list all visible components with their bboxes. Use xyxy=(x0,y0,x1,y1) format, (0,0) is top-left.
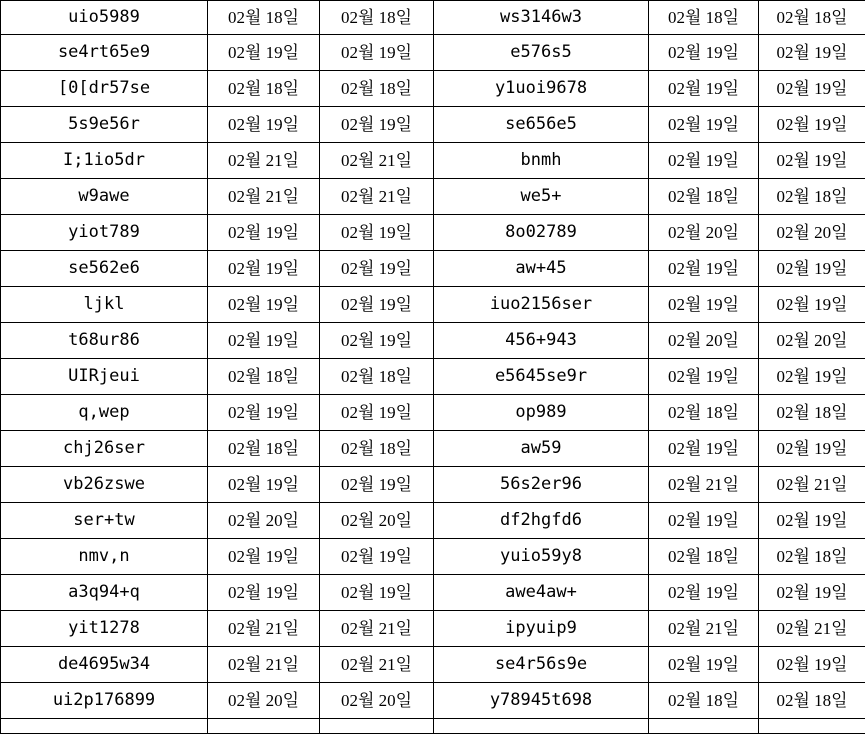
cell-date_c[interactable]: 02월 19일 xyxy=(649,35,759,71)
cell-date_a[interactable]: 02월 19일 xyxy=(208,539,320,575)
table-row[interactable] xyxy=(1,71,865,107)
table-row[interactable] xyxy=(1,539,865,575)
cell-date_d[interactable]: 02월 19일 xyxy=(759,647,865,683)
cell-date_a[interactable]: 02월 19일 xyxy=(208,395,320,431)
cell-date_c[interactable]: 02월 20일 xyxy=(649,323,759,359)
cell-date_c[interactable]: 02월 19일 xyxy=(649,647,759,683)
cell-code_left[interactable]: ui2p176899 xyxy=(1,683,208,719)
cell-code_left[interactable]: chj26ser xyxy=(1,431,208,467)
cell-date_a[interactable]: 02월 19일 xyxy=(208,107,320,143)
cell-date_d[interactable]: 02월 19일 xyxy=(759,143,865,179)
cell-date_c[interactable]: 02월 19일 xyxy=(649,71,759,107)
table-body xyxy=(1,1,865,734)
cell-code_left[interactable]: yiot789 xyxy=(1,215,208,251)
cell-code_left[interactable]: se4rt65e9 xyxy=(1,35,208,71)
cell-code_right[interactable] xyxy=(434,719,649,734)
cell-date_d[interactable]: 02월 18일 xyxy=(759,179,865,215)
table-row[interactable] xyxy=(1,683,865,719)
cell-date_d[interactable] xyxy=(759,719,865,734)
table-row[interactable] xyxy=(1,35,865,71)
cell-date_b[interactable]: 02월 20일 xyxy=(320,503,434,539)
cell-date_d[interactable]: 02월 20일 xyxy=(759,323,865,359)
cell-date_d[interactable]: 02월 19일 xyxy=(759,287,865,323)
cell-date_a[interactable]: 02월 21일 xyxy=(208,647,320,683)
cell-date_c[interactable]: 02월 19일 xyxy=(649,503,759,539)
cell-date_c[interactable] xyxy=(649,719,759,734)
cell-code_left[interactable] xyxy=(1,719,208,734)
cell-date_b[interactable]: 02월 19일 xyxy=(320,395,434,431)
cell-date_b[interactable]: 02월 19일 xyxy=(320,287,434,323)
cell-date_c[interactable]: 02월 18일 xyxy=(649,539,759,575)
cell-date_b[interactable]: 02월 19일 xyxy=(320,107,434,143)
cell-date_b[interactable]: 02월 19일 xyxy=(320,575,434,611)
cell-code_left[interactable]: ser+tw xyxy=(1,503,208,539)
table-row[interactable] xyxy=(1,467,865,503)
cell-code_right[interactable]: e576s5 xyxy=(434,35,649,71)
cell-date_b[interactable]: 02월 18일 xyxy=(320,359,434,395)
cell-date_c[interactable]: 02월 21일 xyxy=(649,467,759,503)
cell-code_right[interactable]: df2hgfd6 xyxy=(434,503,649,539)
cell-code_right[interactable]: y78945t698 xyxy=(434,683,649,719)
cell-date_c[interactable]: 02월 19일 xyxy=(649,251,759,287)
table-row[interactable] xyxy=(1,215,865,251)
table-row[interactable] xyxy=(1,647,865,683)
cell-date_a[interactable]: 02월 19일 xyxy=(208,35,320,71)
cell-date_b[interactable]: 02월 19일 xyxy=(320,467,434,503)
cell-date_b[interactable]: 02월 19일 xyxy=(320,251,434,287)
cell-code_right[interactable]: iuo2156ser xyxy=(434,287,649,323)
cell-date_a[interactable]: 02월 21일 xyxy=(208,143,320,179)
cell-date_c[interactable]: 02월 20일 xyxy=(649,215,759,251)
table-row[interactable] xyxy=(1,395,865,431)
cell-date_a[interactable]: 02월 21일 xyxy=(208,611,320,647)
cell-code_left[interactable]: 5s9e56r xyxy=(1,107,208,143)
cell-date_a[interactable]: 02월 19일 xyxy=(208,575,320,611)
table-row[interactable] xyxy=(1,1,865,35)
cell-code_left[interactable]: yit1278 xyxy=(1,611,208,647)
cell-code_left[interactable]: w9awe xyxy=(1,179,208,215)
cell-code_left[interactable]: ljkl xyxy=(1,287,208,323)
table-row[interactable] xyxy=(1,107,865,143)
cell-date_d[interactable]: 02월 19일 xyxy=(759,575,865,611)
cell-date_a[interactable]: 02월 19일 xyxy=(208,251,320,287)
cell-code_right[interactable]: awe4aw+ xyxy=(434,575,649,611)
cell-code_right[interactable]: se4r56s9e xyxy=(434,647,649,683)
cell-date_d[interactable]: 02월 19일 xyxy=(759,503,865,539)
cell-code_left[interactable]: nmv,n xyxy=(1,539,208,575)
cell-date_a[interactable]: 02월 18일 xyxy=(208,1,320,35)
cell-code_right[interactable]: op989 xyxy=(434,395,649,431)
cell-date_d[interactable]: 02월 21일 xyxy=(759,467,865,503)
cell-code_right[interactable]: y1uoi9678 xyxy=(434,71,649,107)
table-row[interactable] xyxy=(1,359,865,395)
cell-date_b[interactable]: 02월 20일 xyxy=(320,683,434,719)
cell-date_b[interactable]: 02월 21일 xyxy=(320,647,434,683)
cell-code_right[interactable]: se656e5 xyxy=(434,107,649,143)
cell-date_b[interactable]: 02월 21일 xyxy=(320,611,434,647)
cell-date_d[interactable]: 02월 18일 xyxy=(759,395,865,431)
cell-date_b[interactable]: 02월 18일 xyxy=(320,71,434,107)
cell-date_c[interactable]: 02월 19일 xyxy=(649,431,759,467)
cell-date_d[interactable]: 02월 18일 xyxy=(759,1,865,35)
cell-date_a[interactable]: 02월 19일 xyxy=(208,323,320,359)
cell-date_c[interactable]: 02월 19일 xyxy=(649,107,759,143)
cell-date_a[interactable]: 02월 20일 xyxy=(208,503,320,539)
cell-code_right[interactable]: aw59 xyxy=(434,431,649,467)
cell-date_c[interactable]: 02월 18일 xyxy=(649,683,759,719)
cell-code_left[interactable]: a3q94+q xyxy=(1,575,208,611)
cell-code_left[interactable]: [0[dr57se xyxy=(1,71,208,107)
cell-date_d[interactable]: 02월 19일 xyxy=(759,359,865,395)
cell-code_right[interactable]: we5+ xyxy=(434,179,649,215)
cell-date_a[interactable] xyxy=(208,719,320,734)
cell-date_b[interactable]: 02월 19일 xyxy=(320,539,434,575)
cell-date_a[interactable]: 02월 18일 xyxy=(208,431,320,467)
cell-date_b[interactable]: 02월 21일 xyxy=(320,179,434,215)
cell-date_c[interactable]: 02월 19일 xyxy=(649,359,759,395)
table-row[interactable] xyxy=(1,719,865,734)
cell-date_c[interactable]: 02월 21일 xyxy=(649,611,759,647)
cell-code_right[interactable]: ipyuip9 xyxy=(434,611,649,647)
cell-date_d[interactable]: 02월 20일 xyxy=(759,215,865,251)
table-row[interactable] xyxy=(1,179,865,215)
cell-code_right[interactable]: 56s2er96 xyxy=(434,467,649,503)
cell-date_a[interactable]: 02월 21일 xyxy=(208,179,320,215)
cell-code_left[interactable]: uio5989 xyxy=(1,1,208,35)
cell-date_d[interactable]: 02월 19일 xyxy=(759,71,865,107)
cell-date_c[interactable]: 02월 18일 xyxy=(649,179,759,215)
table-row[interactable] xyxy=(1,287,865,323)
cell-date_a[interactable]: 02월 18일 xyxy=(208,71,320,107)
cell-date_b[interactable]: 02월 18일 xyxy=(320,431,434,467)
cell-date_c[interactable]: 02월 19일 xyxy=(649,143,759,179)
cell-date_c[interactable]: 02월 19일 xyxy=(649,575,759,611)
cell-date_a[interactable]: 02월 18일 xyxy=(208,359,320,395)
cell-code_left[interactable]: se562e6 xyxy=(1,251,208,287)
table-row[interactable] xyxy=(1,143,865,179)
cell-date_d[interactable]: 02월 19일 xyxy=(759,107,865,143)
cell-code_right[interactable]: bnmh xyxy=(434,143,649,179)
cell-date_a[interactable]: 02월 20일 xyxy=(208,683,320,719)
cell-date_b[interactable]: 02월 18일 xyxy=(320,1,434,35)
cell-code_left[interactable]: I;1io5dr xyxy=(1,143,208,179)
table-row[interactable] xyxy=(1,323,865,359)
cell-code_left[interactable]: t68ur86 xyxy=(1,323,208,359)
table-row[interactable] xyxy=(1,503,865,539)
cell-code_right[interactable]: yuio59y8 xyxy=(434,539,649,575)
cell-date_a[interactable]: 02월 19일 xyxy=(208,287,320,323)
cell-code_left[interactable]: vb26zswe xyxy=(1,467,208,503)
cell-date_b[interactable] xyxy=(320,719,434,734)
cell-date_d[interactable]: 02월 18일 xyxy=(759,539,865,575)
cell-code_right[interactable]: e5645se9r xyxy=(434,359,649,395)
cell-date_d[interactable]: 02월 19일 xyxy=(759,35,865,71)
cell-date_d[interactable]: 02월 19일 xyxy=(759,251,865,287)
cell-date_b[interactable]: 02월 19일 xyxy=(320,215,434,251)
cell-date_d[interactable]: 02월 21일 xyxy=(759,611,865,647)
cell-code_left[interactable]: q,wep xyxy=(1,395,208,431)
cell-code_right[interactable]: aw+45 xyxy=(434,251,649,287)
cell-code_right[interactable]: ws3146w3 xyxy=(434,1,649,35)
cell-date_a[interactable]: 02월 19일 xyxy=(208,215,320,251)
cell-date_c[interactable]: 02월 18일 xyxy=(649,1,759,35)
table-row[interactable] xyxy=(1,611,865,647)
cell-date_b[interactable]: 02월 21일 xyxy=(320,143,434,179)
cell-date_b[interactable]: 02월 19일 xyxy=(320,35,434,71)
table-row[interactable] xyxy=(1,431,865,467)
cell-code_right[interactable]: 8o02789 xyxy=(434,215,649,251)
cell-date_d[interactable]: 02월 19일 xyxy=(759,431,865,467)
table-row[interactable] xyxy=(1,575,865,611)
table-row[interactable] xyxy=(1,251,865,287)
cell-date_b[interactable]: 02월 19일 xyxy=(320,323,434,359)
cell-date_a[interactable]: 02월 19일 xyxy=(208,467,320,503)
cell-date_c[interactable]: 02월 18일 xyxy=(649,395,759,431)
cell-code_right[interactable]: 456+943 xyxy=(434,323,649,359)
cell-code_left[interactable]: de4695w34 xyxy=(1,647,208,683)
cell-date_c[interactable]: 02월 19일 xyxy=(649,287,759,323)
cell-code_left[interactable]: UIRjeui xyxy=(1,359,208,395)
cell-date_d[interactable]: 02월 18일 xyxy=(759,683,865,719)
